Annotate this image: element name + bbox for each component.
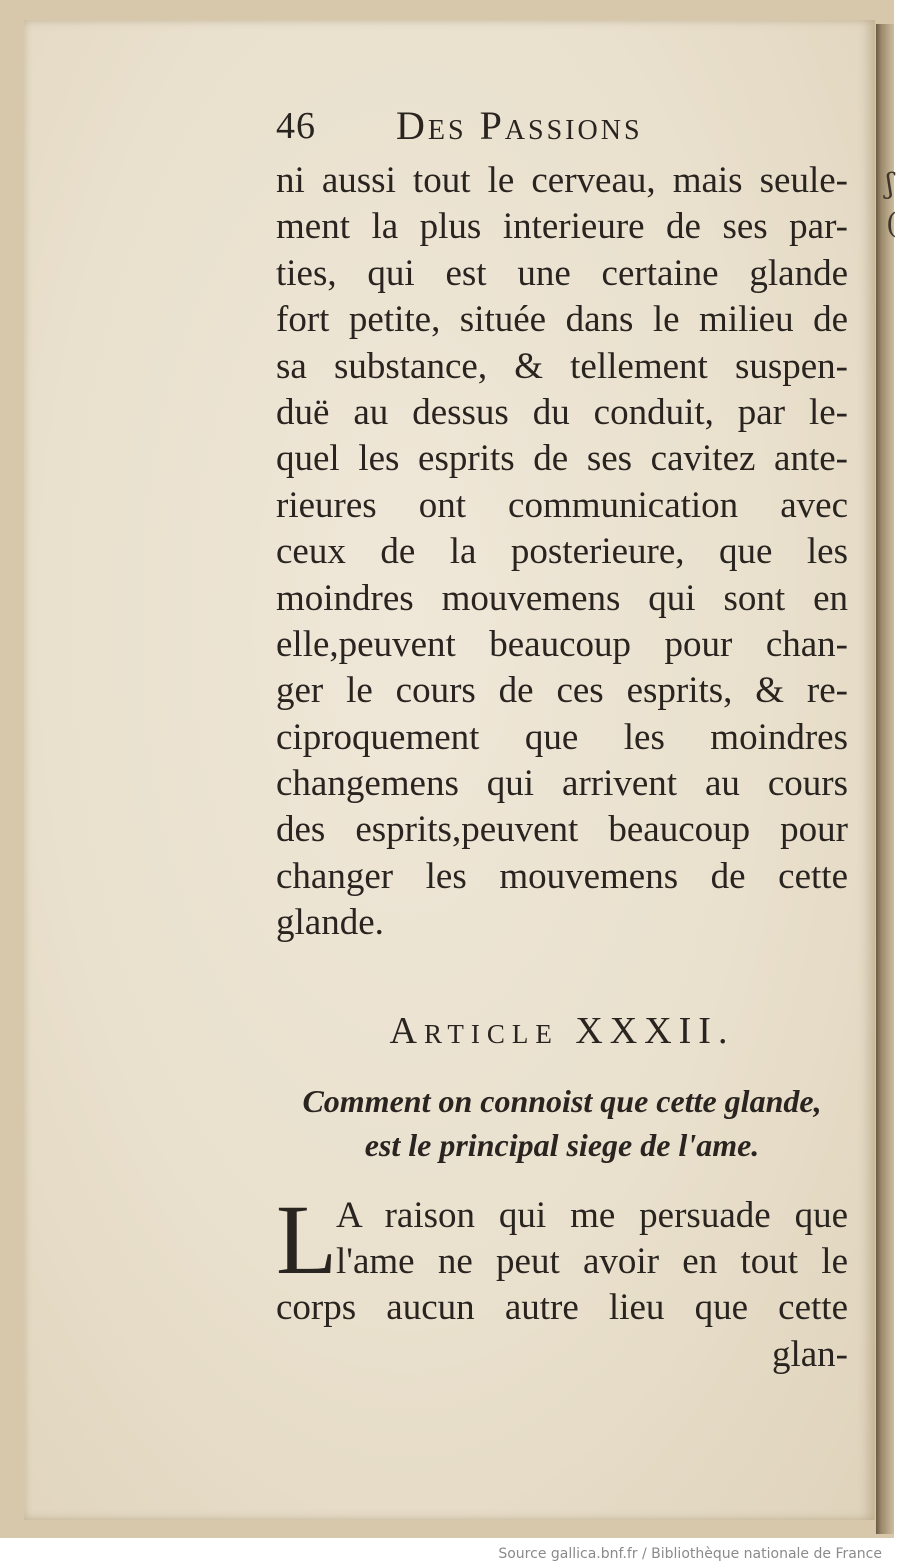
drop-cap: L	[276, 1183, 338, 1295]
text-line: corps aucun autre lieu que cette	[276, 1287, 848, 1329]
text-line: changer les mouvemens de cette	[276, 855, 848, 897]
adjacent-page-marks: ʃ (	[886, 167, 897, 240]
text-line: A raison qui me persuade que	[336, 1194, 848, 1236]
text-line: rieures ont communication avec	[276, 484, 848, 526]
subtitle-line: Comment on connoist que cette glande,	[302, 1082, 822, 1119]
adjacent-page-edge	[876, 24, 897, 1534]
article-heading: Article XXXII.	[389, 1009, 735, 1052]
text-line: ment la plus interieure de ses par-	[276, 206, 848, 248]
text-line: ger le cours de ces esprits, & re-	[276, 670, 848, 712]
text-line: des esprits,peuvent beaucoup pour	[276, 809, 848, 851]
text-line: elle,peuvent beaucoup pour chan-	[276, 623, 848, 665]
page-number: 46	[276, 105, 316, 147]
text-line: changemens qui arrivent au cours	[276, 763, 848, 805]
text-line: ceux de la posterieure, que les	[276, 531, 848, 573]
text-line: ni aussi tout le cerveau, mais seule-	[276, 160, 848, 201]
article-subtitle	[276, 1079, 848, 1167]
text-line: fort petite, située dans le milieu de	[276, 299, 848, 341]
text-line: moindres mouvemens qui sont en	[276, 577, 848, 619]
page-text	[276, 100, 848, 1378]
running-title: Des Passions	[396, 103, 643, 148]
catchword: glan-	[771, 1333, 848, 1375]
text-line: quel les esprits de ses cavitez ante-	[276, 438, 848, 480]
article-paragraph	[276, 1183, 848, 1378]
text-line: ties, qui est une certaine glande	[276, 252, 848, 294]
body-text	[276, 158, 848, 947]
source-credit: Source gallica.bnf.fr / Bibliothèque nationale de France	[498, 1546, 882, 1562]
text-line: sa substance, & tellement suspen-	[276, 345, 848, 387]
subtitle-line: est le principal siege de l'ame.	[364, 1126, 760, 1163]
text-line: l'ame ne peut avoir en tout le	[336, 1241, 848, 1283]
text-line: ciproquement que les moindres	[276, 716, 848, 758]
running-head	[276, 100, 848, 158]
text-line: glande.	[276, 902, 384, 944]
text-line: duë au dessus du conduit, par le-	[276, 391, 848, 433]
